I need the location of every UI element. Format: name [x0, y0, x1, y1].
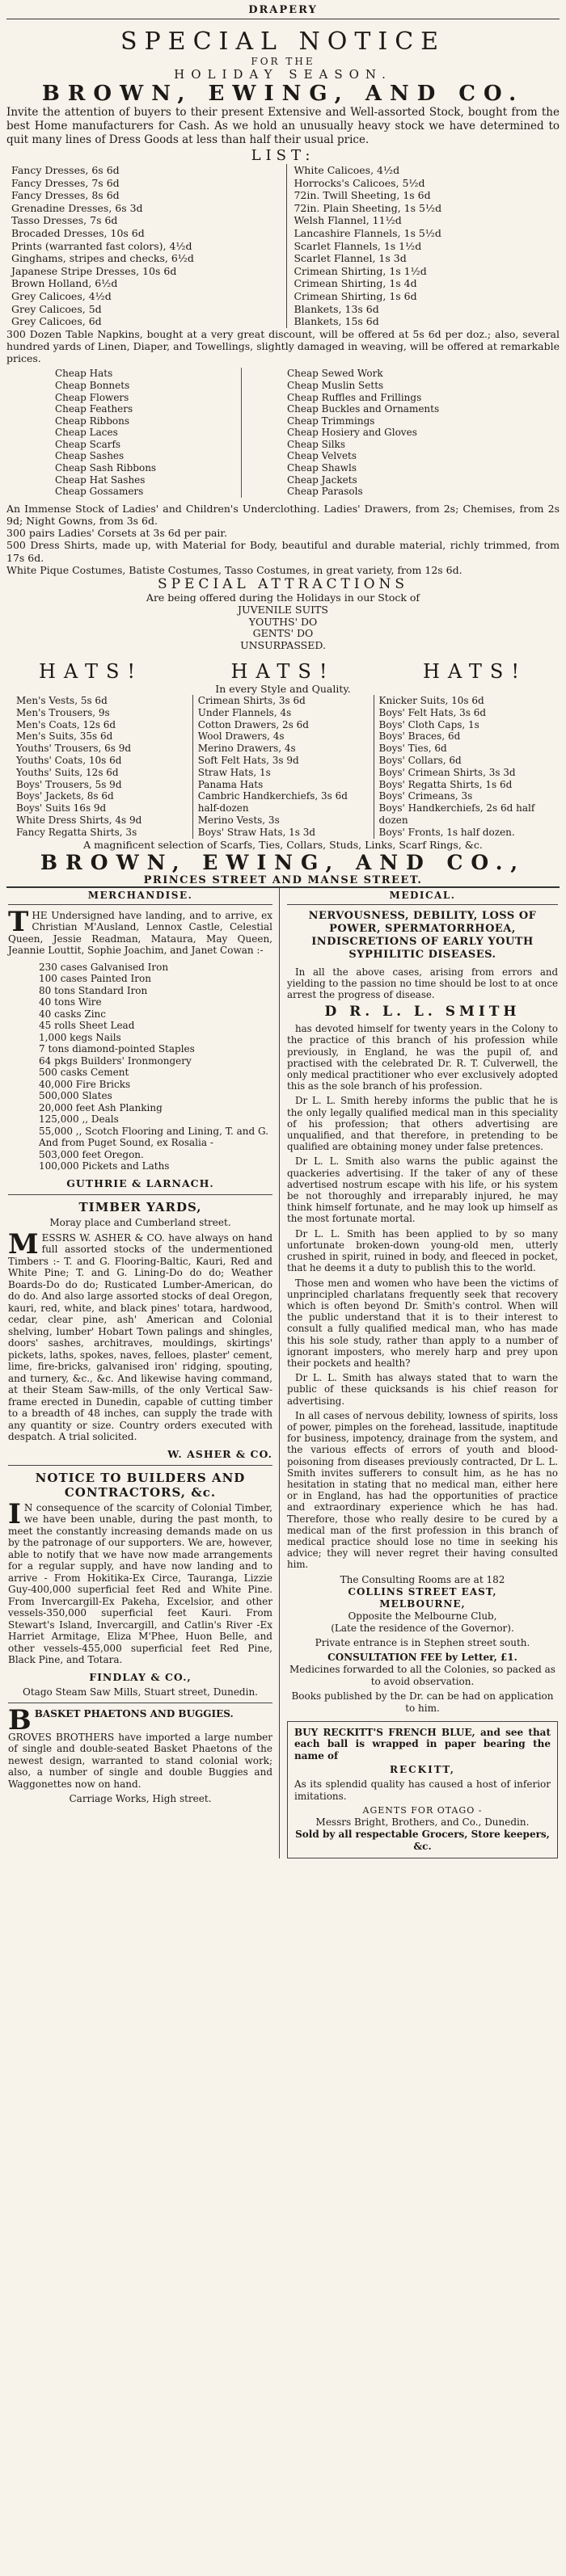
cheap-item: Cheap Muslin Setts: [287, 379, 384, 391]
price-item: Grenadine Dresses, 6s 3d: [11, 201, 143, 214]
clothing-column-3: [374, 695, 555, 839]
carriage-works-address: Carriage Works, High street.: [69, 1793, 212, 1805]
for-the-line: FOR THE: [251, 56, 315, 67]
clothing-item: Boys' Regatta Shirts, 1s 6d: [378, 778, 513, 790]
cheap-item: Cheap Sashes: [55, 450, 125, 462]
landed-item: 64 pkgs Builders' Ironmongery: [39, 1054, 192, 1067]
clothing-item: Merino Vests, 3s: [197, 814, 280, 827]
cheap-item: Cheap Ribbons: [55, 415, 130, 427]
cheap-item: Cheap Flowers: [55, 391, 129, 403]
offering-line: Are being offered during the Holidays in our Stock of: [146, 591, 420, 604]
magnificent-selection-line: A magnificent selection of Scarfs, Ties, Collars, Studs, Links, Scarf Rings, &c.: [83, 838, 483, 851]
clothing-item: Cambric Handkerchiefs, 3s 6d half-dozen: [197, 790, 348, 814]
price-item: 72in. Plain Sheeting, 1s 5½d: [294, 201, 442, 214]
landed-item: 80 tons Standard Iron: [39, 984, 148, 996]
landed-item: 500 casks Cement: [39, 1067, 129, 1079]
doctor-name-heading: D R. L. L. SMITH: [324, 1004, 521, 1021]
juvenile-item: JUVENILE SUITS: [238, 603, 328, 616]
landed-item: 503,000 feet Oregon.: [39, 1148, 144, 1160]
price-item: Fancy Dresses, 8s 6d: [11, 189, 120, 202]
firm-address: PRINCES STREET AND MANSE STREET.: [143, 873, 423, 886]
hats-subtitle: In every Style and Quality.: [215, 683, 351, 696]
medical-paragraph: In all cases of nervous debility, lowness of spirits, loss of power, pimples on the forehead, lassitude, inaptitude for business, impotency, drainage from the system, and the various effects of errors of youth and blood-poisoning from diseases previously contracted, Dr L. L. Smith invites sufferers to consult him, as he has no hesitation in stating that no medical man, either here or in England, has had the opportunities of practice and extraordinary experience which he has had. Therefore, those who really desire to be cured by a medical man of the first profession in this branch of medical practice should lose no time in seeking his advice; they will never regret their having consulted him.: [287, 1409, 558, 1571]
landed-item: And from Puget Sound, ex Rosalia -: [39, 1137, 213, 1149]
price-item: Blankets, 15s 6d: [294, 315, 379, 328]
merchandise-heading: MERCHANDISE.: [8, 888, 272, 905]
drop-cap: T: [8, 905, 29, 938]
price-item: Crimean Shirting, 1s 1½d: [294, 264, 427, 277]
price-item: Crimean Shirting, 1s 6d: [294, 289, 417, 302]
juvenile-item: YOUTHS' DO: [248, 615, 318, 628]
reckitt-heading: BUY RECKITT'S FRENCH BLUE, and see that each ball is wrapped in paper bearing the name of: [294, 1726, 551, 1762]
medical-heading: MEDICAL.: [287, 888, 558, 905]
cheap-goods-left: [55, 368, 241, 498]
price-list-left: [11, 164, 272, 328]
landed-intro: HE Undersigned have landing, and to arrive, ex Christian M'Ausland, Lennox Castle, Celestial Queen, Jessie Readman, Mataura, May Queen, Jeannie Louttit, Sophie Joachim, and Janet Cowan :-: [8, 909, 272, 957]
cheap-item: Cheap Shawls: [287, 462, 357, 474]
timber-yards-heading: TIMBER YARDS,: [78, 1199, 202, 1214]
clothing-item: Boys' Suits 16s 9d: [16, 802, 107, 814]
cheap-item: Cheap Sewed Work: [287, 368, 383, 380]
price-item: Grey Calicoes, 4½d: [11, 289, 112, 302]
clothing-item: Boys' Fronts, 1s half dozen.: [378, 826, 515, 838]
landed-item: 125,000 ,, Deals: [39, 1113, 119, 1126]
landed-item: 45 rolls Sheet Lead: [39, 1020, 135, 1032]
medical-ad-title: NERVOUSNESS, DEBILITY, LOSS OF POWER, SPERMATORRHOEA, INDISCRETIONS OF EARLY YOUTH SYPHILITIC DISEASES.: [308, 909, 537, 961]
landed-item: 100 cases Painted Iron: [39, 973, 151, 985]
landed-item: 40,000 Fire Bricks: [39, 1078, 131, 1090]
cheap-item: Cheap Hosiery and Gloves: [287, 427, 417, 439]
divider: [8, 1465, 272, 1466]
cheap-goods-list: [55, 368, 560, 498]
clothing-item: Youths' Trousers, 6s 9d: [16, 743, 132, 755]
cheap-item: Cheap Silks: [287, 438, 345, 450]
merchandise-column: [6, 888, 280, 1858]
findlay-signoff: FINDLAY & CO.,: [89, 1670, 192, 1683]
juvenile-item: UNSURPASSED.: [240, 639, 326, 652]
sold-by-line: Sold by all respectable Grocers, Store keepers, &c.: [295, 1829, 550, 1853]
firm-name-footer: BROWN, EWING, AND CO.,: [40, 850, 526, 874]
landed-item: 55,000 ,, Scotch Flooring and Lining, T. and G.: [39, 1125, 268, 1137]
agents-name: Messrs Bright, Brothers, and Co., Dunedin.: [315, 1816, 530, 1829]
price-item: Fancy Dresses, 7s 6d: [11, 176, 120, 189]
clothing-item: Merino Drawers, 4s: [197, 743, 296, 755]
clothing-item: Boys' Handkerchiefs, 2s 6d half dozen: [378, 802, 535, 827]
drop-cap: M: [8, 1227, 39, 1261]
late-residence-line: (Late the residence of the Governor).: [331, 1622, 514, 1634]
special-attractions-heading: SPECIAL ATTRACTIONS: [157, 576, 409, 593]
intro-paragraph: Invite the attention of buyers to their present Extensive and Well-assorted Stock, bought from the best Home manufacturers for Cash. As we hold an unusually heavy stock we have determined to quit many lines of Dress Goods at less than half their usual price.: [6, 106, 560, 146]
clothing-item: Men's Suits, 35s 6d: [16, 730, 113, 743]
clothing-item: Boys' Felt Hats, 3s 6d: [378, 706, 487, 718]
cheap-item: Cheap Trimmings: [287, 415, 375, 427]
cheap-item: Cheap Ruffles and Frillings: [287, 391, 422, 403]
juvenile-list: [6, 604, 560, 652]
juvenile-item: GENTS' DO: [252, 627, 314, 640]
price-item: Brocaded Dresses, 10s 6d: [11, 226, 145, 239]
clothing-item: Boys' Crimean Shirts, 3s 3d: [378, 766, 516, 778]
holiday-season-line: HOLIDAY SEASON.: [174, 67, 392, 82]
pique-paragraph: White Pique Costumes, Batiste Costumes, Tasso Costumes, in great variety, from 12s 6d.: [6, 563, 463, 576]
asher-signoff: W. ASHER & CO.: [167, 1447, 272, 1460]
price-item: Scarlet Flannel, 1s 3d: [294, 252, 407, 265]
consultation-fee-line: CONSULTATION FEE by Letter, £1.: [327, 1651, 517, 1663]
price-item: Welsh Flannel, 11½d: [294, 214, 402, 227]
clothing-item: Wool Drawers, 4s: [197, 730, 285, 743]
medical-paragraph: Dr L. L. Smith has always stated that to warn the public of these quicksands is his chief reason for advertising.: [287, 1372, 558, 1407]
hats-word: HATS!: [230, 660, 336, 684]
price-item: Tasso Dresses, 7s 6d: [11, 214, 118, 227]
landed-advertisement: [8, 905, 272, 957]
divider: [8, 1194, 272, 1195]
price-item: Fancy Dresses, 6s 6d: [11, 164, 120, 176]
medical-paragraph: Dr L. L. Smith has been applied to by so many unfortunate broken-down young-old men, utterly crushed in spirit, ruined in body, and fleeced in pocket, that he deems it a duty to publish this to the world.: [287, 1227, 558, 1274]
landed-item: 500,000 Slates: [39, 1090, 112, 1102]
brace-divider: [241, 368, 274, 498]
cheap-item: Cheap Jackets: [287, 474, 357, 486]
clothing-item: Men's Trousers, 9s: [16, 706, 110, 718]
price-item: 72in. Twill Sheeting, 1s 6d: [294, 189, 431, 202]
drapery-advertisement: [6, 27, 560, 886]
cheap-item: Cheap Parasols: [287, 486, 363, 498]
basket-heading: BASKET PHAETONS AND BUGGIES.: [34, 1707, 234, 1719]
consulting-rooms-line: The Consulting Rooms are at 182: [340, 1573, 505, 1585]
clothing-item: Boys' Crimeans, 3s: [378, 790, 473, 802]
cheap-item: Cheap Hat Sashes: [55, 474, 146, 486]
drop-cap: I: [8, 1497, 21, 1530]
timber-text: ESSRS W. ASHER & CO. have always on hand full assorted stocks of the undermentioned Timbers :- T. and G. Flooring-Baltic, Kauri, Red and White Pine; T. and G. Lining-Do do do; Weather Boards-Do do do; Rusticated Lumber-American, do do do. And also large assorted stocks of deal Oregon, kauri, red, white, and black pines' totara, hardwood, cedar, clear pine, ash' American and Colonial shelving, lumber' Hobart Town palings and shingles, doors' sashes, architraves, mouldings, skirtings' pickets, laths, spokes, naves, felloes, plaster' cement, lime, fire-bricks, galvanised iron' ridging, spouting, and turnery, &c., &c. And likewise having command, at their Steam Saw-mills, of the only Vertical Saw-frame erected in Dunedin, capable of cutting timber to a breadth of 48 inches, can supply the trade with any quantity or size. Country orders executed with despatch. A trial solicited.: [8, 1231, 272, 1443]
shirts-paragraph: 500 Dress Shirts, made up, with Material for Body, beautiful and durable material, richly trimmed, from 17s 6d.: [6, 539, 560, 564]
cheap-item: Cheap Scarfs: [55, 438, 121, 450]
reckitt-quality: As its splendid quality has caused a host of inferior imitations.: [294, 1778, 551, 1802]
hats-row: [39, 660, 527, 683]
cheap-item: Cheap Velvets: [287, 450, 357, 462]
hats-word: HATS!: [422, 660, 527, 684]
cheap-item: Cheap Hats: [55, 368, 113, 380]
clothing-item: Soft Felt Hats, 3s 9d: [197, 755, 299, 767]
two-column-section: [6, 888, 560, 1858]
clothing-item: Boys' Jackets, 8s 6d: [16, 790, 114, 802]
landed-item: 7 tons diamond-pointed Staples: [39, 1043, 195, 1055]
clothing-column-2: [192, 695, 374, 839]
price-list: [11, 164, 555, 328]
guthrie-signoff: GUTHRIE & LARNACH.: [66, 1176, 214, 1189]
melbourne-line: MELBOURNE,: [379, 1597, 466, 1610]
landed-item: 100,000 Pickets and Laths: [39, 1160, 170, 1172]
price-item: Blankets, 13s 6d: [294, 302, 379, 315]
builders-notice-heading: NOTICE TO BUILDERS AND CONTRACTORS, &c.: [35, 1470, 246, 1500]
findlay-address: Otago Steam Saw Mills, Stuart street, Dunedin.: [23, 1686, 258, 1698]
medical-paragraph: Those men and women who have been the victims of unprincipled charlatans frequently seek that recovery which is often beyond Dr. Smith's control. When will the public understand that it is to their interest to consult a fully qualified medical man, who has made this his sole study, rather than apply to a number of ignorant imposters, who merely harp and prey upon their pockets and health?: [287, 1277, 558, 1369]
cheap-item: Cheap Bonnets: [55, 379, 130, 391]
landed-items-list: [8, 962, 272, 1172]
price-item: Japanese Stripe Dresses, 10s 6d: [11, 264, 177, 277]
collins-street-line: COLLINS STREET EAST,: [348, 1585, 497, 1597]
clothing-item: Fancy Regatta Shirts, 3s: [16, 826, 137, 838]
cheap-item: Cheap Feathers: [55, 403, 133, 415]
clothing-item: Boys' Collars, 6d: [378, 755, 462, 767]
cheap-item: Cheap Gossamers: [55, 486, 144, 498]
clothing-item: Men's Vests, 5s 6d: [16, 695, 108, 707]
price-item: Lancashire Flannels, 1s 5½d: [294, 226, 441, 239]
hats-word: HATS!: [39, 660, 144, 684]
medical-paragraph: has devoted himself for twenty years in the Colony to the practice of this branch of his profession while previously, in England, he was the pupil of, and practised with the celebrated Dr. R. T. Culverwell, the only medical practitioner who ever exclusively adopted this as the sole branch of his profession.: [287, 1023, 558, 1092]
cheap-item: Cheap Laces: [55, 427, 118, 439]
clothing-price-columns: [11, 695, 555, 839]
price-item: Brown Holland, 6½d: [11, 277, 118, 290]
agents-label: AGENTS FOR OTAGO -: [362, 1805, 483, 1816]
reckitt-name: RECKITT,: [389, 1764, 455, 1776]
clothing-item: Youths' Coats, 10s 6d: [16, 755, 122, 767]
firm-name: BROWN, EWING, AND CO.: [41, 82, 525, 106]
clothing-item: Under Flannels, 4s: [197, 706, 292, 718]
books-line: Books published by the Dr. can be had on application to him.: [291, 1690, 554, 1714]
cheap-item: Cheap Sash Ribbons: [55, 462, 157, 474]
price-list-right: [286, 164, 555, 328]
price-item: Grey Calicoes, 5d: [11, 302, 102, 315]
special-notice-heading: SPECIAL NOTICE: [120, 27, 446, 56]
clothing-item: Cotton Drawers, 2s 6d: [197, 718, 309, 730]
clothing-item: Boys' Ties, 6d: [378, 743, 447, 755]
timber-yards-address: Moray place and Cumberland street.: [49, 1216, 231, 1228]
clothing-item: Youths' Suits, 12s 6d: [16, 766, 119, 778]
clothing-item: Men's Coats, 12s 6d: [16, 718, 116, 730]
basket-advertisement: [8, 1703, 272, 1791]
price-item: Prints (warranted fast colors), 4½d: [11, 239, 192, 252]
section-header: DRAPERY: [6, 3, 560, 19]
corsets-line: 300 pairs Ladies' Corsets at 3s 6d per pair.: [6, 527, 228, 540]
landed-item: 230 cases Galvanised Iron: [39, 961, 169, 973]
medical-paragraph: In all the above cases, arising from errors and yielding to the passion no time should be lost to at once arrest the progress of disease.: [287, 966, 558, 1001]
cheap-item: Cheap Buckles and Ornaments: [287, 403, 440, 415]
list-title: LIST:: [251, 147, 315, 164]
price-item: Grey Calicoes, 6d: [11, 315, 102, 328]
medical-column: [280, 888, 560, 1858]
groves-text: GROVES BROTHERS have imported a large number of single and double-seated Basket Phaetons of the newest design, warranted to stand colonial work; also, a number of single and double Buggies and Waggonettes now on hand.: [8, 1731, 272, 1790]
medicines-line: Medicines forwarded to all the Colonies, so packed as to avoid observation.: [289, 1663, 555, 1687]
clothing-item: Boys' Cloth Caps, 1s: [378, 718, 479, 730]
clothing-item: Boys' Trousers, 5s 9d: [16, 778, 122, 790]
landed-item: 40 tons Wire: [39, 996, 102, 1008]
price-item: Scarlet Flannels, 1s 1½d: [294, 239, 422, 252]
drop-cap: B: [8, 1703, 32, 1736]
napkins-paragraph: 300 Dozen Table Napkins, bought at a very great discount, will be offered at 5s 6d per doz.; also, several hundred yards of Linen, Diaper, and Towellings, slightly damaged in weaving, will be offered at remarkable prices.: [6, 327, 560, 365]
clothing-item: Panama Hats: [197, 778, 264, 790]
clothing-item: Straw Hats, 1s: [197, 766, 271, 778]
private-entrance-line: Private entrance is in Stephen street south.: [315, 1636, 530, 1648]
clothing-column-1: [11, 695, 192, 839]
underclothing-paragraph: An Immense Stock of Ladies' and Children's Underclothing. Ladies' Drawers, from 2s; Chemises, from 2s 9d; Night Gowns, from 3s 6d.: [6, 502, 560, 528]
cheap-goods-right: [287, 368, 473, 498]
landed-item: 1,000 kegs Nails: [39, 1031, 121, 1043]
landed-item: 20,000 feet Ash Planking: [39, 1101, 163, 1113]
clothing-item: Boys' Braces, 6d: [378, 730, 461, 743]
reckitt-advertisement: [287, 1721, 558, 1859]
medical-paragraph: Dr L. L. Smith also warns the public against the quackeries advertising. If the taker of any of these advertised nostrum escape with his life, or his system be not thoroughly and irreparably injured, he may think himself fortunate, and he may look up himself as the most fortunate mortal.: [287, 1155, 558, 1225]
clothing-item: Knicker Suits, 10s 6d: [378, 695, 484, 707]
timber-advertisement: [8, 1227, 272, 1443]
clothing-item: White Dress Shirts, 4s 9d: [16, 814, 142, 827]
builders-text: N consequence of the scarcity of Colonial Timber, we have been unable, during the past month, to meet the constantly increasing demands made on us by the patronage of our supporters. We are, however, able to notify that we have now made arrangements for a regular supply, and have now landing and to arrive - From Hokitika-Ex Circe, Tauranga, Lizzie Guy-400,000 superficial feet Red and White Pine. From Invercargill-Ex Pakeha, Excelsior, and other vessels-350,000 superficial feet Kauri. From Stewart's Island, Invercargill, and Catlin's River -Ex Harriet Armitage, Eliza M'Phee, Huon Belle, and other vessels-455,000 superficial feet Red Pine, Black Pine, and Totara.: [8, 1501, 272, 1666]
price-item: Ginghams, stripes and checks, 6½d: [11, 252, 194, 265]
landed-item: 40 casks Zinc: [39, 1008, 106, 1020]
price-item: Horrocks's Calicoes, 5½d: [294, 176, 425, 189]
price-item: White Calicoes, 4½d: [294, 164, 400, 176]
price-item: Crimean Shirting, 1s 4d: [294, 277, 417, 290]
clothing-item: Crimean Shirts, 3s 6d: [197, 695, 306, 707]
opposite-club-line: Opposite the Melbourne Club,: [348, 1610, 497, 1622]
builders-advertisement: [8, 1497, 272, 1666]
medical-paragraph: Dr L. L. Smith hereby informs the public that he is the only legally qualified medical man in this speciality of his profession; that others advertising are unqualified, and that therefore, in pretending to be qualified are obtaining money under false pretences.: [287, 1095, 558, 1153]
clothing-item: Boys' Straw Hats, 1s 3d: [197, 826, 316, 838]
